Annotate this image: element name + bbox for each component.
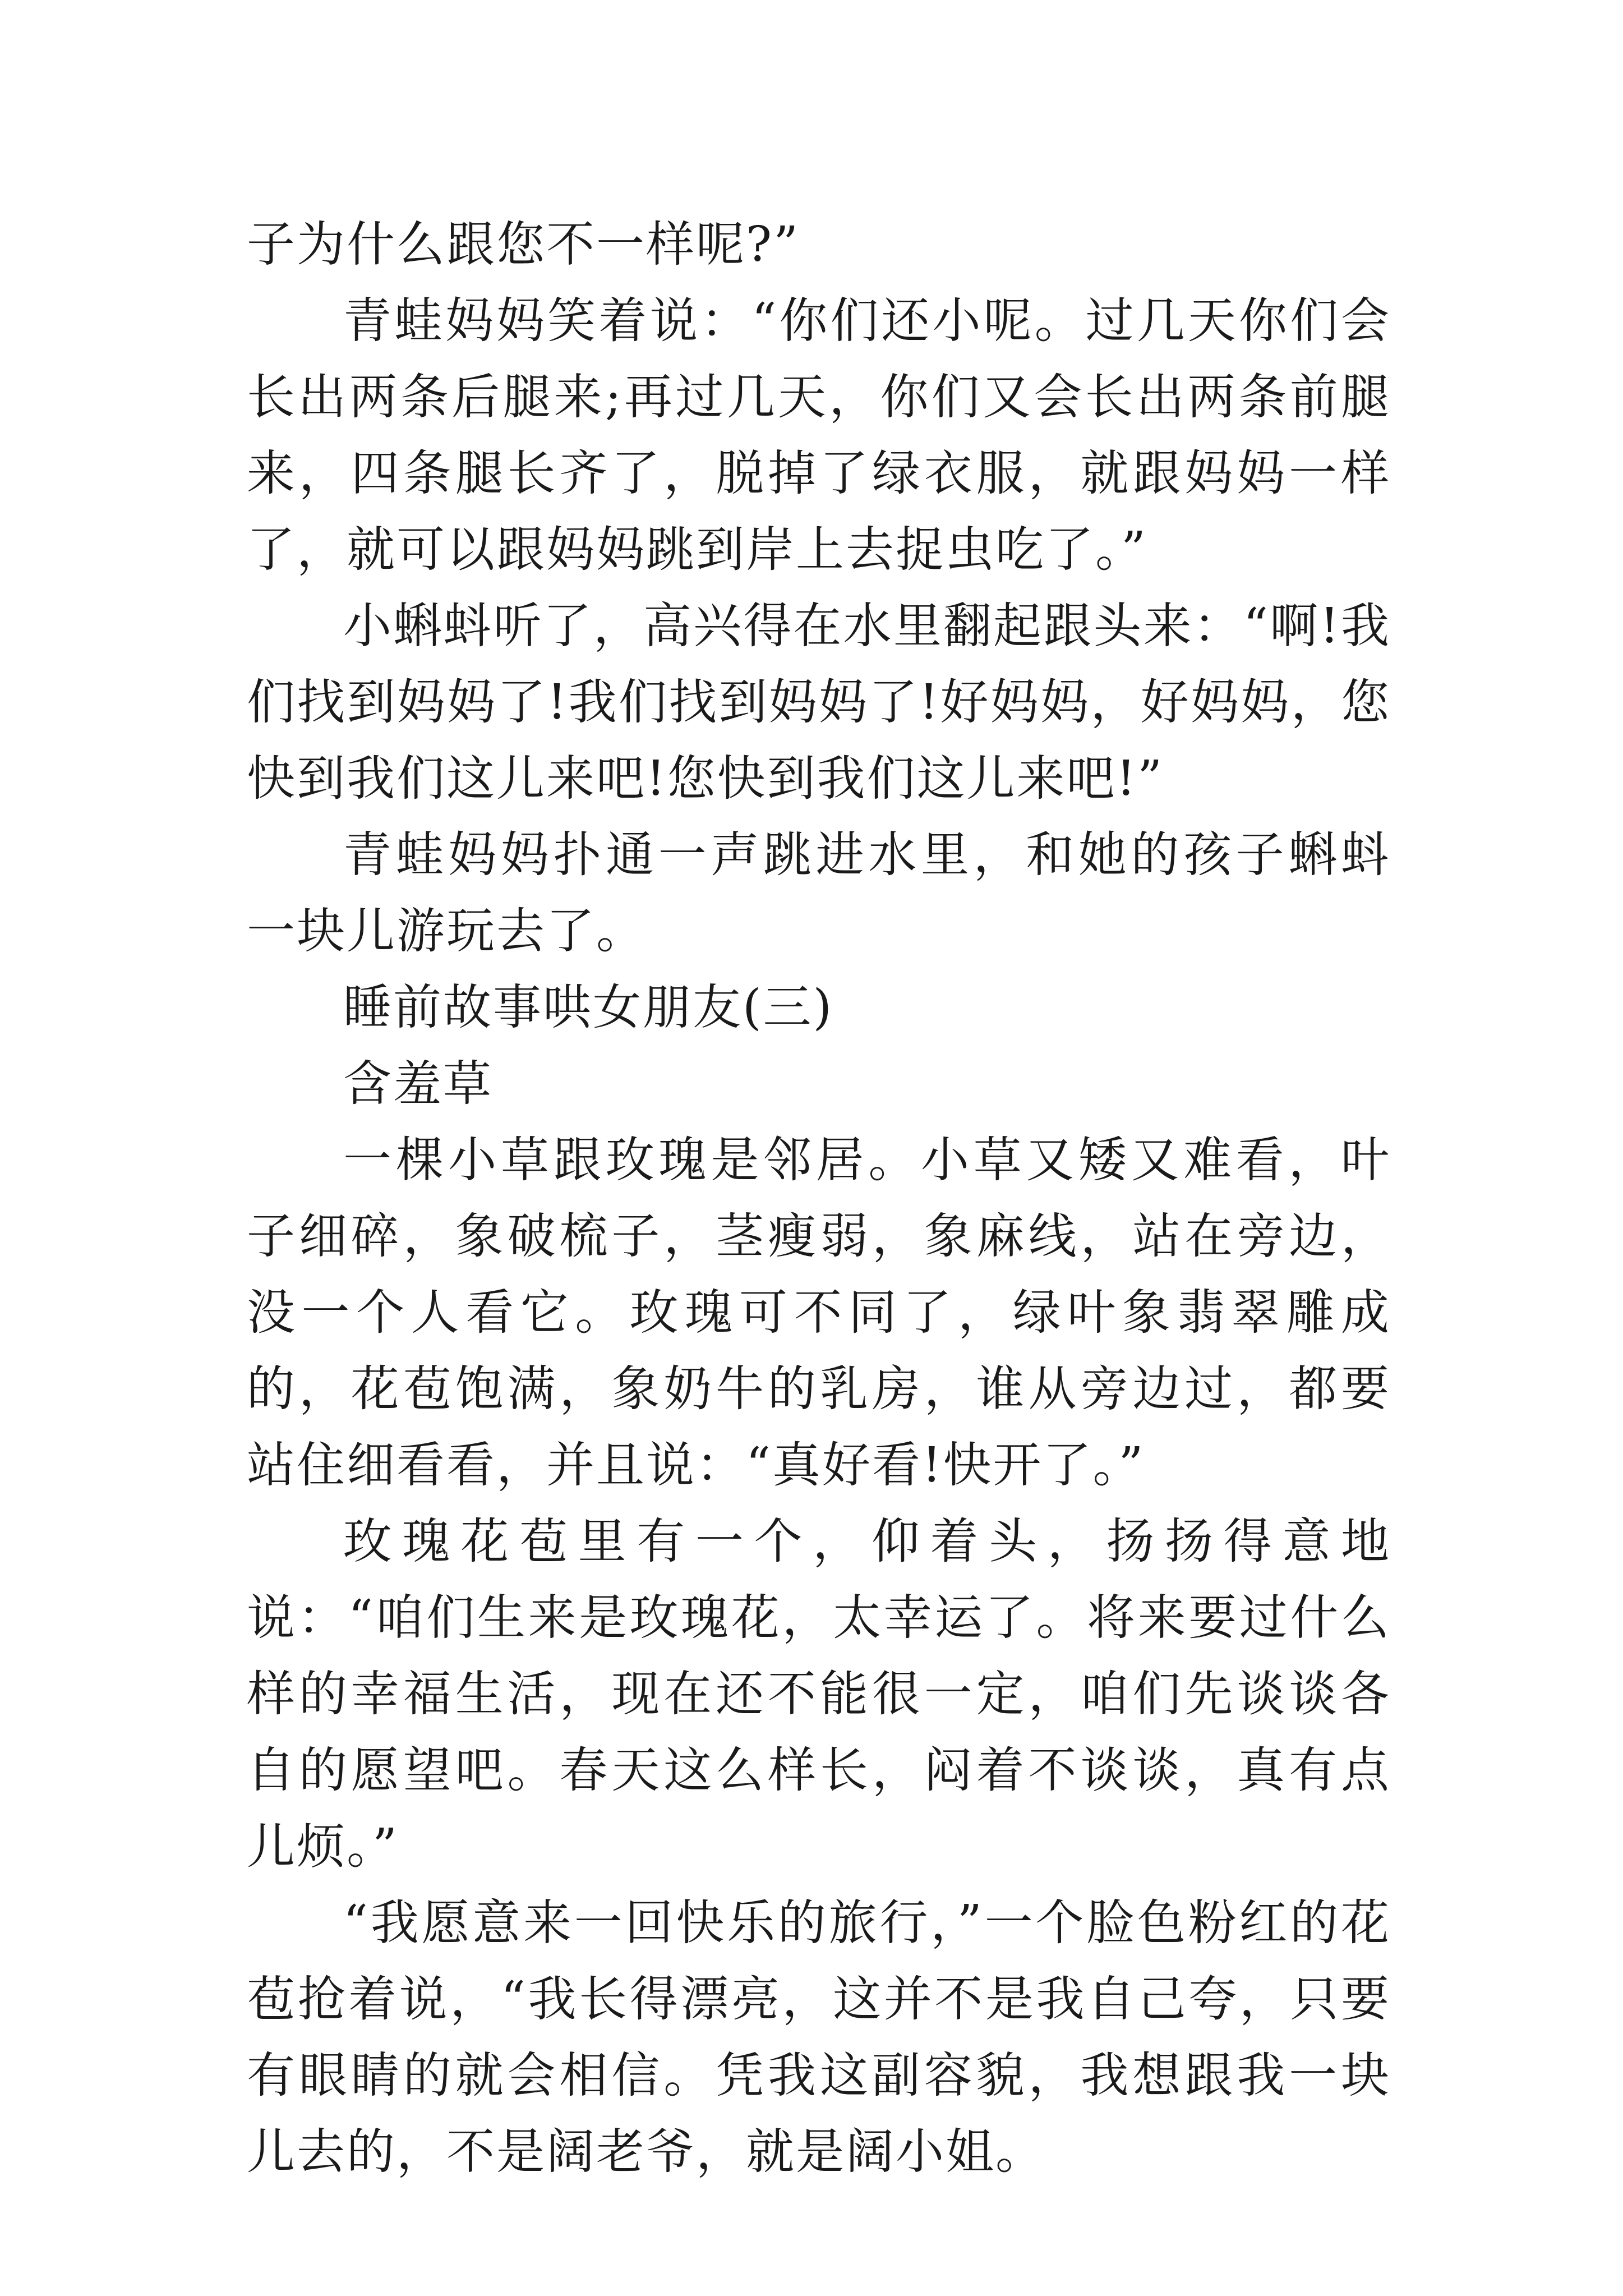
paragraph: 一棵小草跟玫瑰是邻居。小草又矮又难看，叶子细碎，象破梳子，茎瘦弱，象麻线，站在旁边，没一个人看它。玫瑰可不同了，绿叶象翡翠雕成的，花苞饱满，象奶牛的乳房，谁从旁边过，都要站住细看看，并且说：“真好看!快开了。” <box>247 1132 1391 1493</box>
paragraph: 玫瑰花苞里有一个，仰着头，扬扬得意地说：“咱们生来是玫瑰花，太幸运了。将来要过什么样的幸福生活，现在还不能很一定，咱们先谈谈各自的愿望吧。春天这么样长，闷着不谈谈，真有点儿烦。” <box>247 1513 1391 1875</box>
paragraph-continuation: 子为什么跟您不一样呢?” <box>247 217 800 273</box>
document-body <box>247 206 1391 2190</box>
paragraph: 青蛙妈妈笑着说：“你们还小呢。过几天你们会长出两条后腿来;再过几天，你们又会长出两条前腿来，四条腿长齐了，脱掉了绿衣服，就跟妈妈一样了，就可以跟妈妈跳到岸上去捉虫吃了。” <box>247 293 1391 578</box>
paragraph: “我愿意来一回快乐的旅行，”一个脸色粉红的花苞抢着说，“我长得漂亮，这并不是我自己夸，只要有眼睛的就会相信。凭我这副容貌，我想跟我一块儿去的，不是阔老爷，就是阔小姐。 <box>247 1895 1391 2180</box>
story-title: 含羞草 <box>343 1056 493 1112</box>
paragraph: 小蝌蚪听了，高兴得在水里翻起跟头来：“啊!我们找到妈妈了!我们找到妈妈了!好妈妈，好妈妈，您快到我们这儿来吧!您快到我们这儿来吧!” <box>247 598 1391 807</box>
paragraph: 青蛙妈妈扑通一声跳进水里，和她的孩子蝌蚪一块儿游玩去了。 <box>247 827 1391 959</box>
story-heading: 睡前故事哄女朋友(三) <box>343 979 834 1036</box>
